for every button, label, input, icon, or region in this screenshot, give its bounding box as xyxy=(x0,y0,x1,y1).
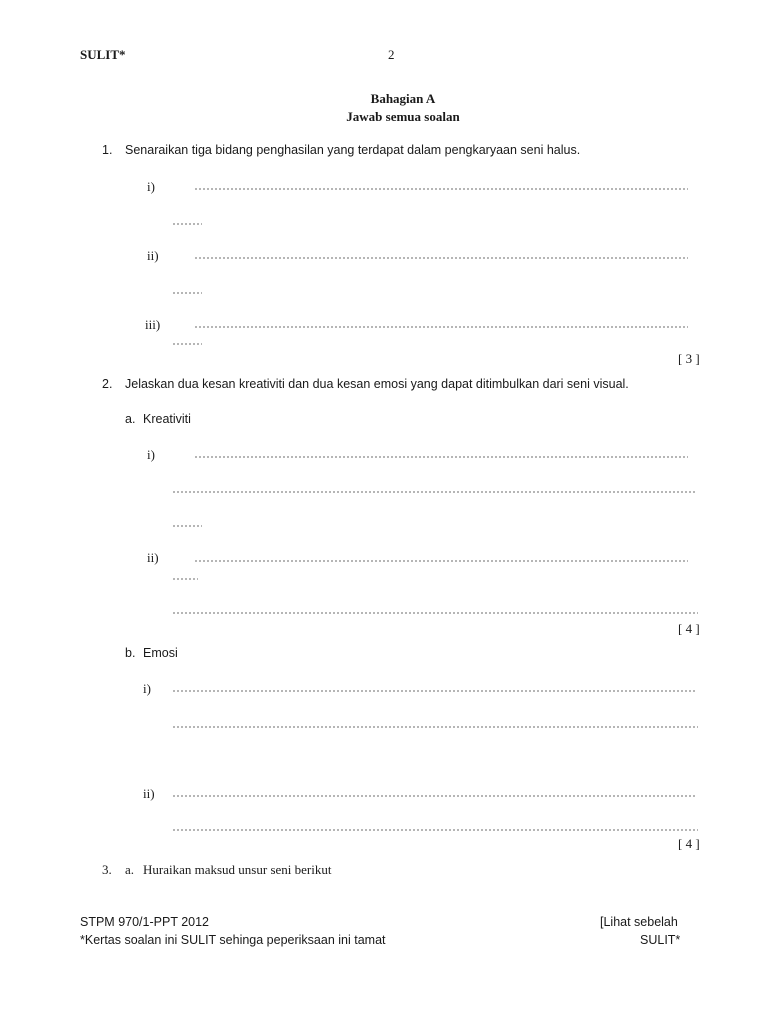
paper-code: STPM 970/1-PPT 2012 xyxy=(80,915,210,929)
answer-line[interactable] xyxy=(172,612,698,614)
turn-over-note: [Lihat sebelah xyxy=(600,915,678,929)
answer-line[interactable] xyxy=(172,795,696,797)
question-number: 3. xyxy=(102,862,112,877)
section-instruction: Jawab semua soalan xyxy=(346,109,460,124)
answer-line[interactable] xyxy=(172,726,698,728)
item-label: i) xyxy=(147,179,155,194)
answer-line[interactable] xyxy=(172,578,198,580)
answer-line[interactable] xyxy=(172,343,202,345)
question-text: Huraikan maksud unsur seni berikut xyxy=(143,862,332,877)
item-label: ii) xyxy=(147,550,159,565)
question-text: Jelaskan dua kesan kreativiti dan dua kesan emosi yang dapat ditimbulkan dari seni visual. xyxy=(125,377,629,391)
answer-line[interactable] xyxy=(172,491,696,493)
item-label: ii) xyxy=(147,248,159,263)
item-label: i) xyxy=(143,681,151,696)
subpart-label: b. xyxy=(125,646,136,660)
marks: [ 4 ] xyxy=(678,621,700,636)
subpart-title: Kreativiti xyxy=(143,412,191,426)
confidentiality-note: *Kertas soalan ini SULIT sehinga peperiksaan ini tamat xyxy=(80,933,386,947)
answer-line[interactable] xyxy=(194,188,688,190)
marks: [ 4 ] xyxy=(678,836,700,851)
subpart-label: a. xyxy=(125,862,135,877)
question-text: Senaraikan tiga bidang penghasilan yang terdapat dalam pengkaryaan seni halus. xyxy=(125,143,581,157)
confidential-label: SULIT* xyxy=(80,47,126,62)
subpart-label: a. xyxy=(125,412,136,426)
section-title: Bahagian A xyxy=(370,91,436,106)
subpart-title: Emosi xyxy=(143,646,178,660)
answer-line[interactable] xyxy=(172,829,698,831)
marks: [ 3 ] xyxy=(678,351,700,366)
footer-confidential-label: SULIT* xyxy=(640,933,681,947)
answer-line[interactable] xyxy=(194,257,688,259)
answer-line[interactable] xyxy=(194,456,688,458)
question-number: 1. xyxy=(102,143,113,157)
answer-line[interactable] xyxy=(172,292,202,294)
answer-line[interactable] xyxy=(172,223,202,225)
item-label: ii) xyxy=(143,786,155,801)
answer-line[interactable] xyxy=(194,326,688,328)
answer-line[interactable] xyxy=(172,690,696,692)
page-number: 2 xyxy=(388,47,395,62)
answer-line[interactable] xyxy=(194,560,688,562)
item-label: iii) xyxy=(145,317,161,332)
item-label: i) xyxy=(147,447,155,462)
question-number: 2. xyxy=(102,377,113,391)
answer-line[interactable] xyxy=(172,525,202,527)
